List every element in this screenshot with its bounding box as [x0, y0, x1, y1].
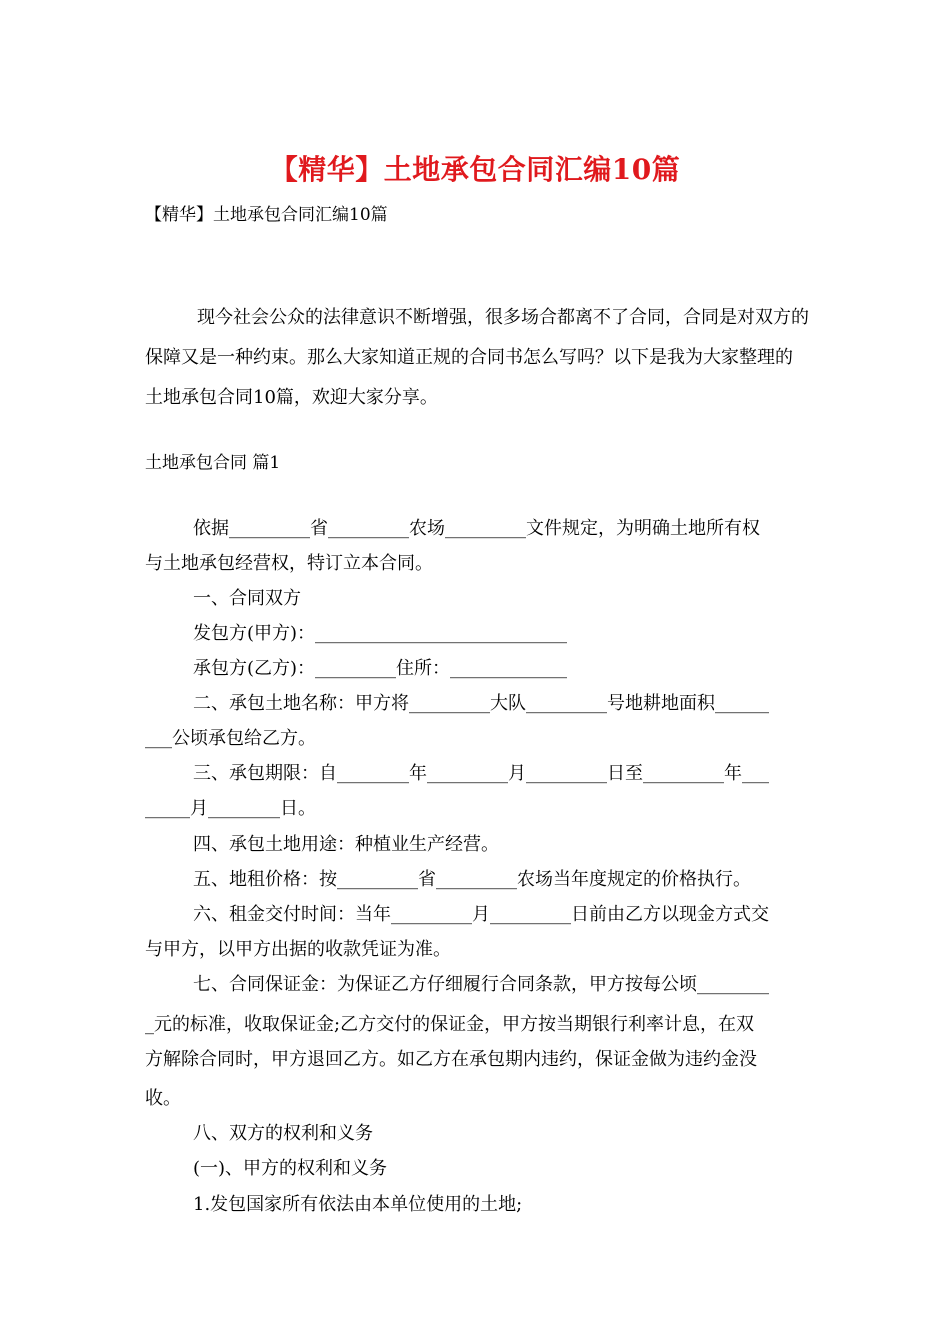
- contract-line: 七、合同保证金：为保证乙方仔细履行合同条款，甲方按每公顷________: [193, 974, 769, 995]
- contract-line: 八、双方的权利和义务: [193, 1123, 373, 1144]
- intro-paragraph: 现今社会公众的法律意识不断增强，很多场合都离不了合同，合同是对双方的保障又是一种约束。那么大家知道正规的合同书怎么写吗？以下是我为大家整理的土地承包合同10篇，欢迎大家分享。: [145, 307, 809, 408]
- contract-line: 一、合同双方: [193, 588, 301, 609]
- contract-line: 五、地租价格：按_________省_________农场当年度规定的价格执行。: [193, 869, 751, 890]
- contract-line: 与甲方，以甲方出据的收款凭证为准。: [145, 939, 451, 960]
- contract-line: (一)、甲方的权利和义务: [193, 1158, 388, 1179]
- contract-line: _元的标准，收取保证金;乙方交付的保证金，甲方按当期银行利率计息，在双: [145, 1014, 755, 1035]
- contract-line: 与土地承包经营权，特订立本合同。: [145, 553, 433, 574]
- contract-line: 依据_________省_________农场_________文件规定，为明确土地所有权: [193, 518, 760, 539]
- contract-line: 方解除合同时，甲方退回乙方。如乙方在承包期内违约，保证金做为违约金没: [145, 1049, 757, 1070]
- contract-line: 1.发包国家所有依法由本单位使用的土地;: [193, 1194, 523, 1215]
- contract-line: 发包方(甲方)：____________________________: [193, 623, 568, 644]
- contract-line: ___公顷承包给乙方。: [145, 728, 316, 749]
- contract-line: _____月________日。: [145, 798, 316, 819]
- document-title: 【精华】土地承包合同汇编10篇: [269, 153, 681, 186]
- document-subtitle: 【精华】土地承包合同汇编10篇: [145, 205, 388, 225]
- contract-line: 六、租金交付时间：当年_________月_________日前由乙方以现金方式交: [193, 904, 769, 925]
- contract-line: 三、承包期限：自________年_________月_________日至_________年___: [193, 763, 769, 784]
- section-heading: 土地承包合同 篇1: [145, 453, 281, 473]
- contract-line: 收。: [145, 1088, 181, 1109]
- contract-line: 二、承包土地名称：甲方将_________大队_________号地耕地面积______: [193, 693, 769, 714]
- contract-line: 承包方(乙方)：_________住所：_____________: [193, 658, 568, 679]
- contract-line: 四、承包土地用途：种植业生产经营。: [193, 834, 499, 855]
